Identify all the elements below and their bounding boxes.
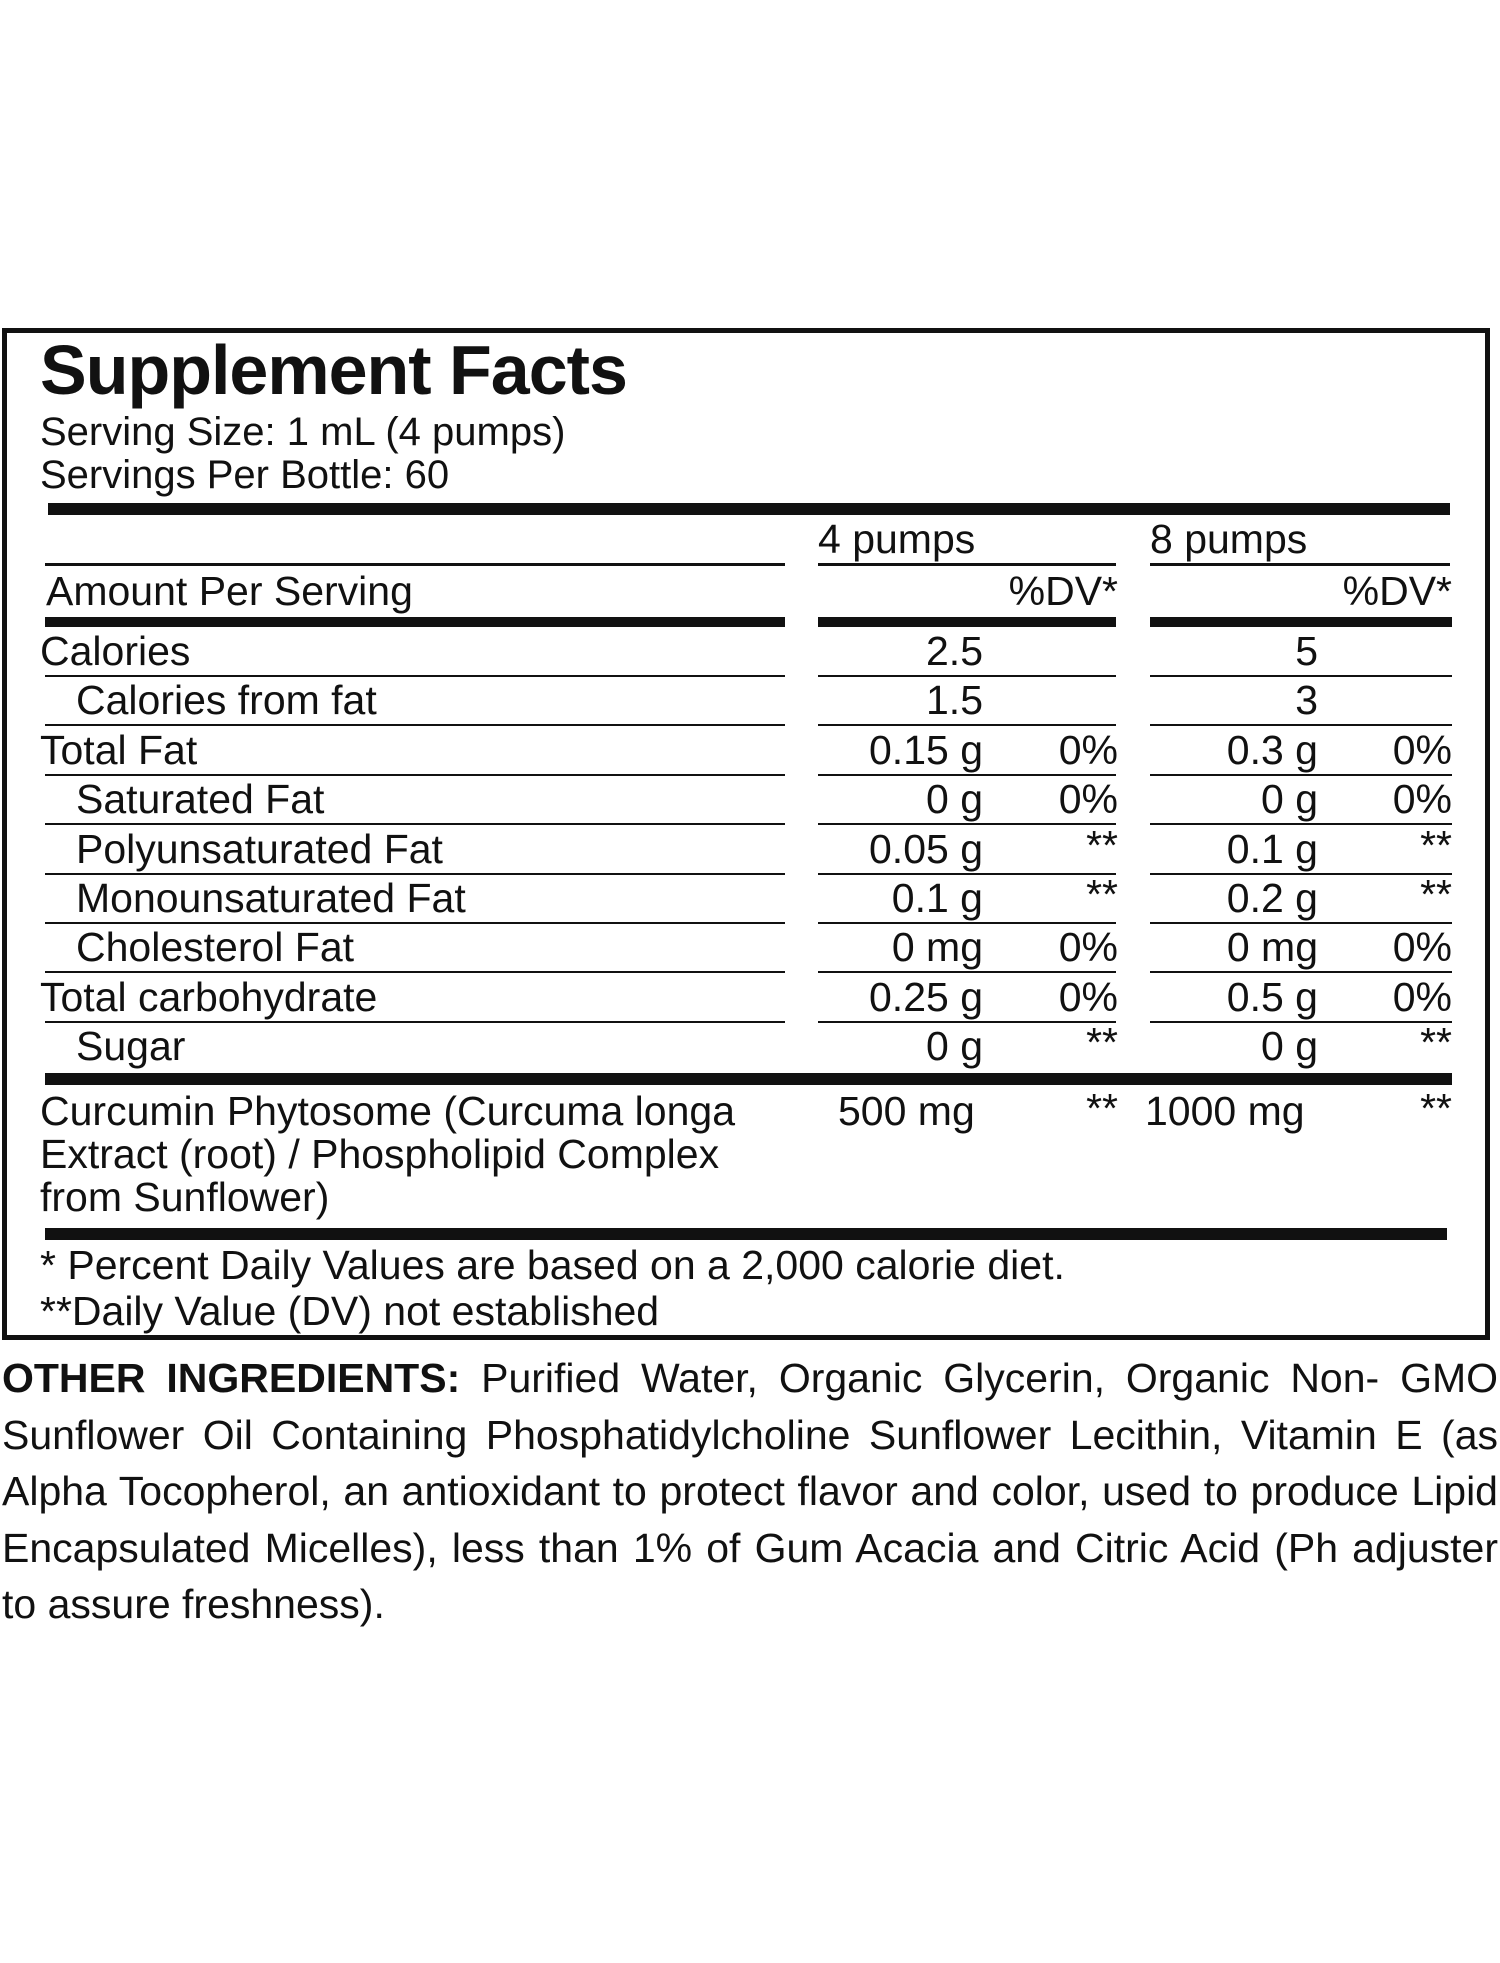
nutrient-name: Total Fat	[40, 726, 198, 773]
panel-title: Supplement Facts	[40, 331, 627, 409]
nutrient-name: Saturated Fat	[76, 776, 325, 823]
amount-8-pumps: 0.5 g	[1226, 973, 1318, 1020]
nutrient-name: Sugar	[76, 1023, 186, 1070]
other-ingredients	[2, 1350, 1498, 1633]
amount-8-pumps: 0.1 g	[1226, 825, 1318, 872]
serving-size: Serving Size: 1 mL (4 pumps)	[40, 410, 566, 454]
amount-4-pumps: 1.5	[926, 677, 983, 724]
servings-per-container: Servings Per Bottle: 60	[40, 453, 450, 497]
dv-4-pumps: **	[1086, 821, 1118, 868]
amount-4-pumps: 0 g	[926, 776, 983, 823]
thick-divider	[48, 503, 1450, 515]
curcumin-name-line-2: Extract (root) / Phospholipid Complex	[40, 1131, 720, 1177]
footnote-dv-not-established: **Daily Value (DV) not established	[40, 1288, 660, 1334]
nutrient-name: Calories	[40, 628, 191, 674]
amount-4-pumps: 0 mg	[891, 924, 983, 971]
dv-8-pumps: **	[1420, 1019, 1452, 1066]
amount-8-pumps: 0.3 g	[1226, 726, 1318, 773]
dv-4-pumps: **	[1086, 871, 1118, 917]
dv-8-pumps: 0%	[1392, 973, 1452, 1020]
thick-divider	[818, 617, 1116, 627]
dv-8-pumps: **	[1420, 871, 1452, 917]
dv-4-pumps: 0%	[1058, 726, 1118, 773]
thick-divider	[45, 1228, 1447, 1240]
amount-4-pumps: 2.5	[926, 628, 983, 674]
dv-4-pumps: 0%	[1058, 924, 1118, 971]
dv-4-pumps: 0%	[1058, 776, 1118, 823]
dv-header-2: %DV*	[1342, 568, 1452, 614]
dv-8-pumps: 0%	[1392, 726, 1452, 773]
curcumin-dv-8-pumps: **	[1420, 1085, 1452, 1131]
amount-per-serving-label: Amount Per Serving	[46, 568, 413, 614]
header-divider	[1150, 563, 1450, 566]
dv-4-pumps: **	[1086, 1019, 1118, 1066]
curcumin-name-line-3: from Sunflower)	[40, 1174, 330, 1220]
other-ingredients-label: OTHER INGREDIENTS:	[2, 1355, 461, 1401]
dv-8-pumps: **	[1420, 821, 1452, 868]
amount-8-pumps: 3	[1295, 677, 1318, 724]
nutrient-name: Total carbohydrate	[40, 973, 378, 1020]
nutrient-name: Monounsaturated Fat	[76, 875, 466, 921]
dv-8-pumps: 0%	[1392, 776, 1452, 823]
curcumin-name-line-1: Curcumin Phytosome (Curcuma longa	[40, 1088, 735, 1134]
nutrient-name: Calories from fat	[76, 677, 377, 724]
thick-divider	[45, 617, 785, 627]
amount-8-pumps: 0.2 g	[1226, 875, 1318, 921]
nutrient-name: Cholesterol Fat	[76, 924, 355, 971]
footnote-percent-dv: * Percent Daily Values are based on a 2,000 calorie diet.	[40, 1242, 1065, 1288]
header-divider	[45, 563, 785, 566]
amount-8-pumps: 0 mg	[1226, 924, 1318, 971]
curcumin-dv-4-pumps: **	[1086, 1085, 1118, 1131]
dv-8-pumps: 0%	[1392, 924, 1452, 971]
amount-4-pumps: 0.15 g	[869, 726, 983, 773]
amount-4-pumps: 0 g	[926, 1023, 983, 1070]
thick-divider	[45, 1073, 1452, 1085]
curcumin-amount-4-pumps: 500 mg	[838, 1088, 975, 1134]
column-header-8-pumps: 8 pumps	[1150, 516, 1308, 562]
amount-4-pumps: 0.25 g	[869, 973, 983, 1020]
nutrient-name: Polyunsaturated Fat	[76, 825, 443, 872]
thick-divider	[1150, 617, 1452, 627]
amount-4-pumps: 0.05 g	[869, 825, 983, 872]
dv-header-1: %DV*	[1008, 568, 1118, 614]
amount-4-pumps: 0.1 g	[891, 875, 983, 921]
column-header-4-pumps: 4 pumps	[818, 516, 976, 562]
amount-8-pumps: 0 g	[1261, 776, 1318, 823]
curcumin-amount-8-pumps: 1000 mg	[1145, 1088, 1305, 1134]
dv-4-pumps: 0%	[1058, 973, 1118, 1020]
amount-8-pumps: 0 g	[1261, 1023, 1318, 1070]
amount-8-pumps: 5	[1295, 628, 1318, 674]
header-divider	[818, 563, 1116, 566]
other-ingredients-text: Purified Water, Organic Glycerin, Organic Non- GMO Sunflower Oil Containing Phosphatidylcholine Sunflower Lecithin, Vitamin E (as Alpha Tocopherol, an antioxidant to protect flavor and color, used to produce Lipid Encapsulated Micelles), less than 1% of Gum Acacia and Citric Acid (Ph adjuster to assure freshness).	[2, 1355, 1498, 1627]
